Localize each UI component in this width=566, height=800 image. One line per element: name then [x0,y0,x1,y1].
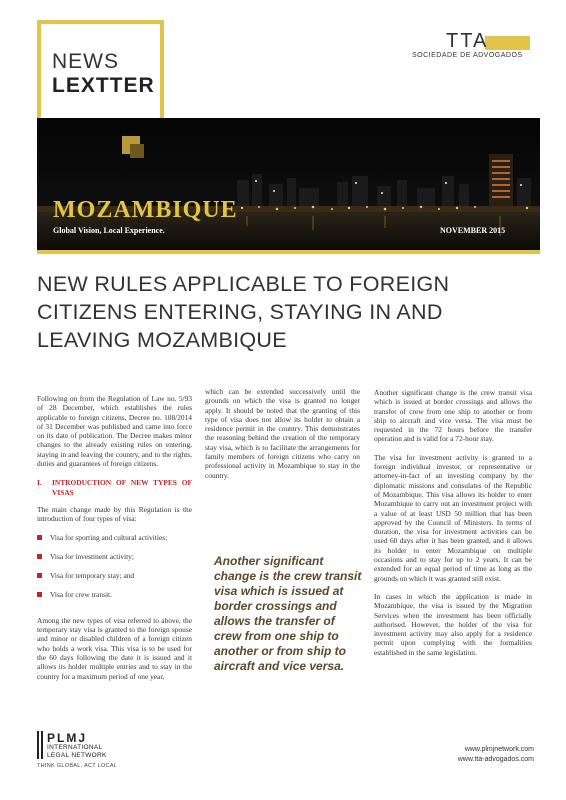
banner-underline [37,250,540,254]
newsletter-title-line1: NEWS [52,50,119,73]
paragraph: The visa for investment activity is granted to a foreign individual investor, or representative or attorney-in-fact of an investing company by the diplomatic missions and consulates of the Republic of Mozambique. This visa allows its holder to enter Mozambique to carry out an investment project with a value of at least USD 50 million that has been approved by the Council of Ministers. In terms of duration, the visa for investment activities can be used 60 days after it has been granted, and it allows its holder to enter Mozambique on multiple occasions and to stay for up to 2 years. It can be extended for an equal period of time as long as the grounds on which it was granted still exist. [374,452,532,583]
tta-logo-bar [485,36,530,50]
article-title: NEW RULES APPLICABLE TO FOREIGN CITIZENS ENTERING, STAYING IN AND LEAVING MOZAMBIQUE [37,272,450,352]
website-link-plmj[interactable]: www.plmjnetwork.com [464,746,534,753]
list-item: Visa for temporary stay; and [37,571,192,580]
country-heading: MOZAMBIQUE [53,197,238,223]
plmj-logo-text: PLMJ [47,731,88,745]
bullet-square-icon [37,573,42,578]
plmj-slogan: THINK GLOBAL, ACT LOCAL [37,763,118,769]
section-heading [37,478,192,497]
newsletter-title-line2: LEXTTER [52,74,155,97]
column-1 [37,394,192,690]
tta-logo-text: TTA [446,30,489,52]
section-number: I. [37,478,42,488]
paragraph: which can be extended successively until the grounds on which the visa is granted no longer apply. It should be noted that the granting of this type of visa does not allow its holder to obtain a residence permit in the country. This demonstrates the reasoning behind the creation of the temporary stay visa, which is to facilitate the arrangements for family members of foreign citizens who carry on professional activity in Mozambique to stay in the country. [205,387,360,480]
paragraph: The main change made by this Regulation is the introduction of four types of visa: [37,504,192,524]
paragraph: In cases in which the application is made in Mozambique, the visa is issued by the Migration Services when the investment has been officially authorised. However, the holder of the visa for investment activity may also apply for a residence permit upon complying with the formalities established in the same legislation. [374,591,532,657]
pull-quote: Another significant change is the crew transit visa which is issued at border crossings and allows the transfer of crew from one ship to another or from ship to aircraft and vice versa. [214,554,362,673]
bullet-square-icon [37,554,42,559]
plmj-subtitle-line1: INTERNATIONAL [47,744,103,751]
bullet-square-icon [37,535,42,540]
list-item: Visa for investment activity; [37,552,192,561]
decorative-square-2 [130,144,144,158]
section-title: INTRODUCTION OF NEW TYPES OF VISAS [52,478,192,497]
paragraph: Following on from the Regulation of Law no. 5/93 of 28 December, which establishes the rules applicable to foreign citizens, Decree no. 108/2014 of 31 December was published and came into force on its date of publication. The Decree makes minor changes to the already existing rules on entering, staying in and leaving the country, and to the rights, duties and guarantees of foreign citizens. [37,394,192,469]
bullet-square-icon [37,592,42,597]
plmj-subtitle-line2: LEGAL NETWORK [47,752,107,759]
paragraph: Another significant change is the crew transit visa which is issued at border crossings and allows the transfer of crew from one ship to another or from ship to aircraft and vice versa. The visa must be requested in the 72 hours before the transfer operation and is valid for a 72-hour stay. [374,388,532,444]
column-3 [374,388,532,666]
tagline: Global Vision, Local Experience. [53,226,165,235]
list-item: Visa for crew transit. [37,590,192,599]
plmj-logo-mark [37,731,45,759]
paragraph: Among the new types of visa referred to above, the temporary stay visa is granted to the foreign spouse and minor or disabled children of a foreign citizen who holds a work visa. This visa is to be used for the 60 days following the date it is issued and it allows its holder multiple entries and to stay in the country for a maximum period of one year, [37,615,192,681]
issue-date: NOVEMBER 2015 [440,226,506,235]
tta-logo-subtitle: SOCIEDADE DE ADVOGADOS [412,52,523,59]
website-link-tta[interactable]: www.tta-advogados.com [457,756,534,763]
list-item: Visa for sporting and cultural activities; [37,533,192,542]
column-2 [205,387,360,489]
